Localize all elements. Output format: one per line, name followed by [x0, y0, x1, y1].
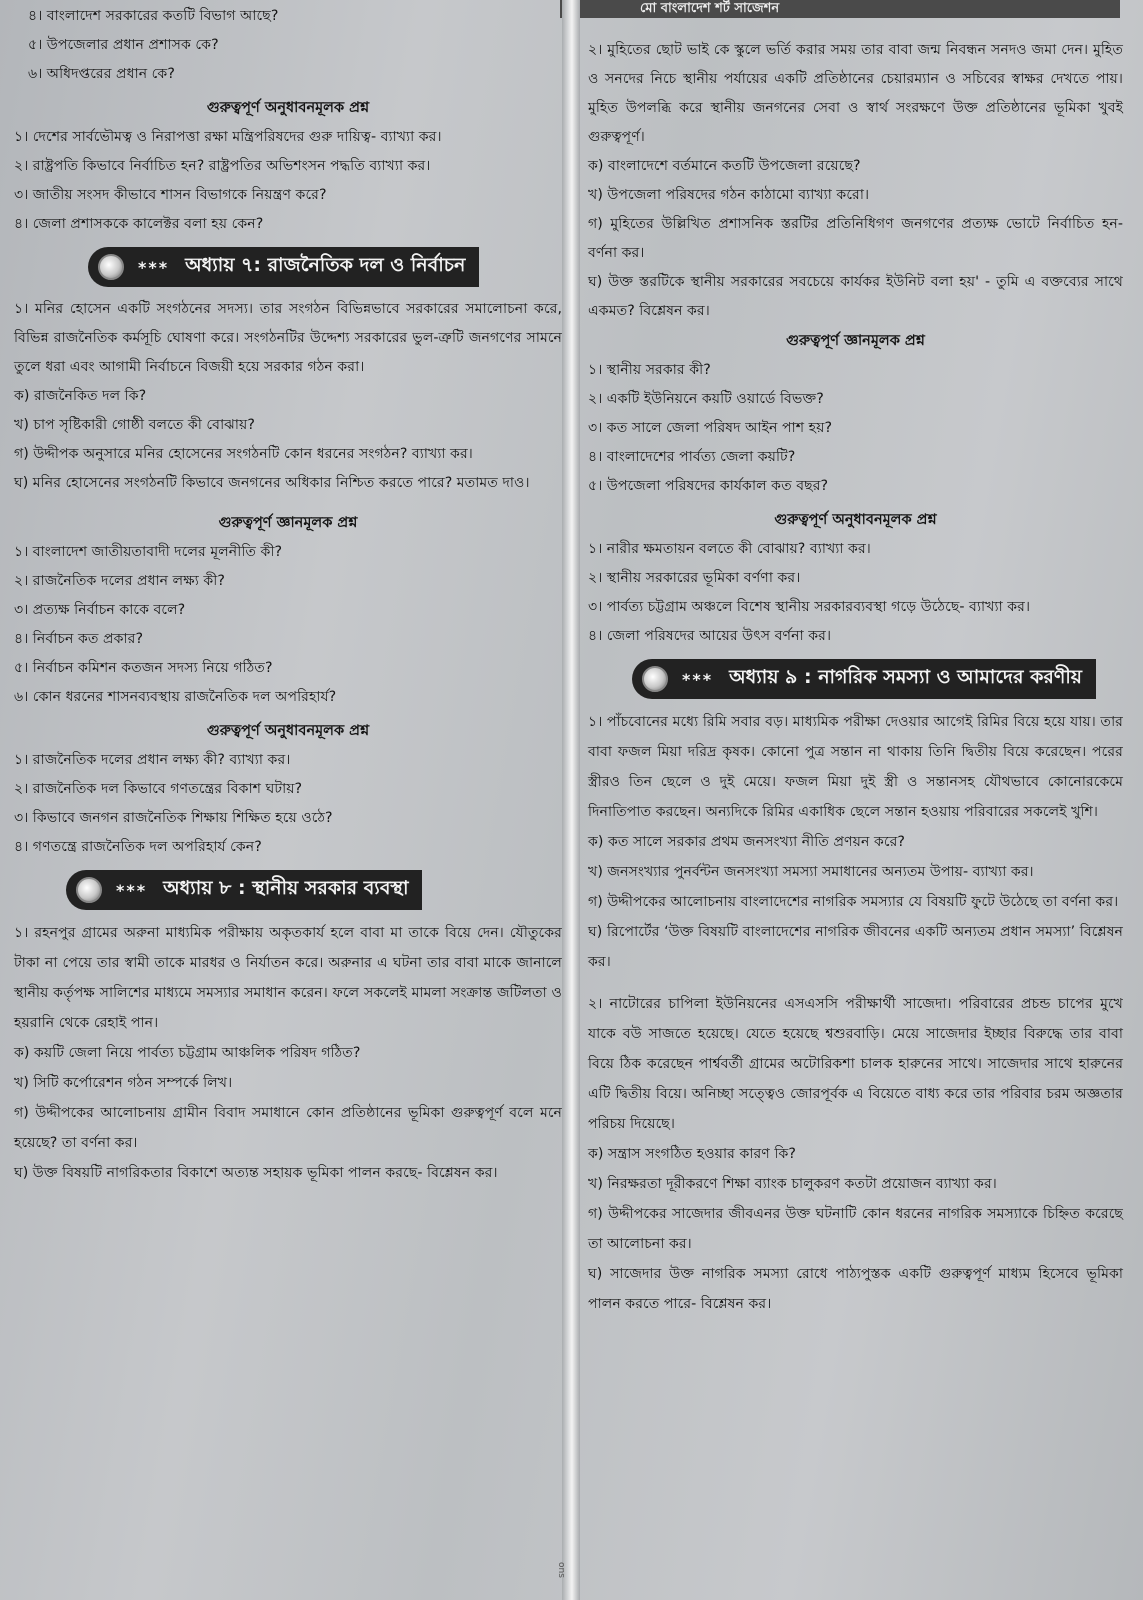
list-item: ৪। বাংলাদেশ সরকারের কতটি বিভাগ আছে? — [28, 8, 279, 24]
question-part: খ) সিটি কর্পোরেশন গঠন সম্পর্কে লিখ। — [14, 1075, 233, 1091]
list-item: ৩। জাতীয় সংসদ কীভাবে শাসন বিভাগকে নিয়ন্ত্রণ করে? — [14, 187, 327, 203]
list-item: ১। স্থানীয় সরকার কী? — [588, 362, 711, 378]
list-item: ২। স্থানীয় সরকারের ভূমিকা বর্ণণা কর। — [588, 570, 801, 586]
list-item: ২। রাষ্ট্রপতি কিভাবে নির্বাচিত হন? রাষ্ট্রপতির অভিশংসন পদ্ধতি ব্যাখ্যা কর। — [14, 158, 431, 174]
spacer — [588, 977, 1123, 989]
list-item: ৪। গণতন্ত্রে রাজনৈতিক দল অপরিহার্য কেন? — [14, 839, 262, 855]
question-part: গ) উদ্দীপক অনুসারে মনির হোসেনের সংগঠনটি কোন ধরনের সংগঠন? ব্যাখ্যা কর। — [14, 446, 473, 462]
list-item: ৪। বাংলাদেশের পার্বত্য জেলা কয়টি? — [588, 449, 796, 465]
bullet-circle-icon — [98, 254, 124, 280]
chapter-7-banner — [88, 247, 479, 287]
list-item: ১। রাজনৈতিক দলের প্রধান লক্ষ্য কী? ব্যাখ্যা কর। — [14, 752, 291, 768]
list-item: ৬। কোন ধরনের শাসনব্যবস্থায় রাজনৈতিক দল অপরিহার্য? — [14, 689, 337, 705]
stem-paragraph: ২। নাটোরের চাপিলা ইউনিয়নের এসএসসি পরীক্ষার্থী সাজেদা। পরিবারের প্রচন্ড চাপের মুখে যাকে বউ সাজতে হয়েছে। যেতে হয়েছে শ্বশুরবাড়ি। মেয়ে সাজেদার ইচ্ছার বিরুদ্ধে তার বাবা বিয়ে ঠিক করেছেন পার্শ্ববর্তী গ্রামের অটোরিকশা চালক হারুনের সাথে। সাজেদার সাথে হারুনের এটি দ্বিতীয় বিয়ে। অনিচ্ছা সত্ত্বেও জোরপূর্বক এ বিয়েতে বাধ্য করে তার পরিবার চরম অজ্ঞতার পরিচয় দিয়েছে। — [588, 996, 1123, 1132]
list-item: ৩। পার্বত্য চট্টগ্রাম অঞ্চলে বিশেষ স্থানীয় সরকারব্যবস্থা গড়ে উঠেছে- ব্যাখ্যা কর। — [588, 599, 1031, 615]
list-item: ৩। কিভাবে জনগন রাজনৈতিক শিক্ষায় শিক্ষিত হয়ে ওঠে? — [14, 810, 333, 826]
list-item: ২। একটি ইউনিয়নে কয়টি ওয়ার্ডে বিভক্ত? — [588, 391, 824, 407]
list-item: ২। রাজনৈতিক দলের প্রধান লক্ষ্য কী? — [14, 573, 225, 589]
section-subheading: গুরুত্বপূর্ণ অনুধাবনমূলক প্রশ্ন — [206, 723, 370, 739]
page-header: মো বাংলাদেশ শর্ট সাজেশন — [560, 0, 1120, 18]
list-item: ১। দেশের সার্বভৌমত্ব ও নিরাপত্তা রক্ষা মন্ত্রিপরিষদের গুরু দায়িত্ব- ব্যাখ্যা কর। — [14, 129, 442, 145]
question-part: ঘ) সাজেদার উক্ত নাগরিক সমস্যা রোধে পাঠ্যপুস্তক একটি গুরুত্বপূর্ণ মাধ্যম হিসেবে ভূমিকা পালন করতে পারে- বিশ্লেষন কর। — [588, 1266, 1123, 1312]
chapter-stars: *** — [682, 669, 714, 689]
list-item: ৪। জেলা প্রশাসককে কালেক্টর বলা হয় কেন? — [14, 216, 264, 232]
section-subheading: গুরুত্বপূর্ণ জ্ঞানমূলক প্রশ্ন — [786, 333, 925, 349]
section-subheading: গুরুত্বপূর্ণ জ্ঞানমূলক প্রশ্ন — [218, 515, 358, 531]
chapter-stars: *** — [138, 257, 170, 277]
bullet-circle-icon — [642, 666, 668, 692]
list-item: ৫। নির্বাচন কমিশন কতজন সদস্য নিয়ে গঠিত? — [14, 660, 273, 676]
question-part: ঘ) মনির হোসেনের সংগঠনটি কিভাবে জনগনের অধিকার নিশ্চিত করতে পারে? মতামত দাও। — [14, 475, 530, 491]
list-item: ৩। কত সালে জেলা পরিষদ আইন পাশ হয়? — [588, 420, 832, 436]
list-item: ১। নারীর ক্ষমতায়ন বলতে কী বোঝায়? ব্যাখ্যা কর। — [588, 541, 871, 557]
question-part: খ) নিরক্ষরতা দূরীকরণে শিক্ষা ব্যাংক চালুকরণ কতটা প্রয়োজন ব্যাখ্যা কর। — [588, 1176, 997, 1192]
section-subheading: গুরুত্বপূর্ণ অনুধাবনমূলক প্রশ্ন — [774, 512, 937, 528]
list-item: ৬। অধিদপ্তরের প্রধান কে? — [28, 66, 175, 82]
page-gutter — [562, 0, 580, 1600]
stem-paragraph: ২। মুহিতের ছোট ভাই কে স্কুলে ভর্তি করার সময় তার বাবা জন্ম নিবন্ধন সনদও জমা দেন। মুহিত ও সনদের নিচে স্থানীয় পর্যায়ের একটি প্রতিষ্ঠানের চেয়ারম্যান ও সচিবের স্বাক্ষর দেখতে পায়। মুহিত উপলব্ধি করে স্থানীয় জনগনের সেবা ও স্বার্থ সংরক্ষণে উক্ত প্রতিষ্ঠানের ভূমিকা খুবই গুরুত্বপূর্ণ। — [588, 42, 1123, 145]
right-column — [588, 36, 1123, 1319]
question-part: ক) কত সালে সরকার প্রথম জনসংখ্যা নীতি প্রণয়ন করে? — [588, 834, 905, 850]
stem-paragraph: ১। মনির হোসেন একটি সংগঠনের সদস্য। তার সংগঠন বিভিন্নভাবে সরকারের সমালোচনা করে, বিভিন্ন রাজনৈতিক কর্মসূচি ঘোষণা করে। সংগঠনটির উদ্দেশ্য সরকারের ভুল-ত্রুটি জনগণের সামনে তুলে ধরা এবং আগামী নির্বাচনে বিজয়ী হয়ে সরকার গঠন করা। — [14, 301, 562, 375]
question-part: গ) উদ্দীপকের সাজেদার জীবএনর উক্ত ঘটনাটি কোন ধরনের নাগরিক সমস্যাকে চিহ্নিত করেছে তা আলোচনা কর। — [588, 1206, 1123, 1252]
list-item: ২। রাজনৈতিক দল কিভাবে গণতন্ত্রের বিকাশ ঘটায়? — [14, 781, 303, 797]
question-part: ঘ) রিপোর্টের ‘উক্ত বিষয়টি বাংলাদেশের নাগরিক জীবনের একটি অন্যতম প্রধান সমস্যা’ বিশ্লেষন কর। — [588, 924, 1123, 970]
list-item: ৩। প্রত্যক্ষ নির্বাচন কাকে বলে? — [14, 602, 186, 618]
stem-paragraph: ১। পাঁচবোনের মধ্যে রিমি সবার বড়। মাধ্যমিক পরীক্ষা দেওয়ার আগেই রিমির বিয়ে হয়ে যায়। তার বাবা ফজল মিয়া দরিদ্র কৃষক। কোনো পুত্র সন্তান না থাকায় তিনি দ্বিতীয় বিয়ে করেছেন। পরের স্ত্রীরও তিন ছেলে ও দুই মেয়ে। ফজল মিয়া দুই স্ত্রী ও সন্তানসহ যৌথভাবে কোনোরকেমে দিনাতিপাত করছেন। অন্যদিকে রিমির একাধিক ছেলে সন্তান হওয়ায় পরিবারের সকলেই খুশি। — [588, 714, 1123, 820]
list-item: ৪। নির্বাচন কত প্রকার? — [14, 631, 144, 647]
left-column — [14, 2, 562, 1188]
chapter-title: অধ্যায় ৮ : স্থানীয় সরকার ব্যবস্থা — [163, 877, 409, 899]
list-item: ৫। উপজেলা পরিষদের কার্যকাল কত বছর? — [588, 478, 829, 494]
section-subheading: গুরুত্বপূর্ণ অনুধাবনমূলক প্রশ্ন — [206, 100, 370, 116]
question-part: খ) উপজেলা পরিষদের গঠন কাঠামো ব্যাখ্যা করো। — [588, 187, 870, 203]
question-part: ঘ) উক্ত স্তরটিকে স্থানীয় সরকারের সবচেয়ে কার্যকর ইউনিট বলা হয়' - তুমি এ বক্তব্যের সাথে একমত? বিশ্লেষন কর। — [588, 274, 1123, 319]
list-item: ১। বাংলাদেশ জাতীয়তাবাদী দলের মূলনীতি কী? — [14, 544, 283, 560]
chapter-9-banner — [632, 659, 1096, 699]
question-part: গ) মুহিতের উল্লিখিত প্রশাসনিক স্তরটির প্রতিনিধিগণ জনগণের প্রত্যক্ষ ভোটে নির্বাচিত হন- বর্ণনা কর। — [588, 216, 1123, 261]
question-part: ঘ) উক্ত বিষয়টি নাগরিকতার বিকাশে অত্যন্ত সহায়ক ভূমিকা পালন করছে- বিশ্লেষন কর। — [14, 1165, 498, 1181]
chapter-8-banner — [66, 870, 422, 910]
chapter-stars: *** — [116, 880, 148, 900]
list-item: ৪। জেলা পরিষদের আয়ের উৎস বর্ণনা কর। — [588, 628, 832, 644]
bullet-circle-icon — [76, 877, 102, 903]
gutter-text: ons — [556, 1562, 566, 1578]
question-part: গ) উদ্দীপকের আলোচনায় গ্রামীন বিবাদ সমাধানে কোন প্রতিষ্ঠানের ভূমিকা গুরুত্বপূর্ণ বলে মনে হয়েছে? তা বর্ণনা কর। — [14, 1105, 562, 1151]
question-part: ক) কয়টি জেলা নিয়ে পার্বত্য চট্টগ্রাম আঞ্চলিক পরিষদ গঠিত? — [14, 1045, 361, 1061]
question-part: ক) বাংলাদেশে বর্তমানে কতটি উপজেলা রয়েছে? — [588, 158, 861, 174]
question-part: খ) চাপ সৃষ্টিকারী গোষ্ঠী বলতে কী বোঝায়? — [14, 417, 255, 433]
question-part: গ) উদ্দীপকের আলোচনায় বাংলাদেশের নাগরিক সমস্যার যে বিষয়টি ফুটে উঠেছে তা বর্ণনা কর। — [588, 894, 1119, 910]
chapter-title: অধ্যায় ৯ : নাগরিক সমস্যা ও আমাদের করণীয় — [729, 666, 1082, 688]
question-part: খ) জনসংখ্যার পুনর্বন্টন জনসংখ্যা সমস্যা সমাধানের অন্যতম উপায়- ব্যাখ্যা কর। — [588, 864, 1034, 880]
list-item: ৫। উপজেলার প্রধান প্রশাসক কে? — [28, 37, 219, 53]
question-part: ক) সন্ত্রাস সংগঠিত হওয়ার কারণ কি? — [588, 1146, 796, 1162]
stem-paragraph: ১। রহনপুর গ্রামের অরুনা মাধ্যমিক পরীক্ষায় অকৃতকার্য হলে বাবা মা তাকে বিয়ে দেন। যৌতুকের টাকা না পেয়ে তার স্বামী তাকে মারধর ও নির্যাতন করে। অরুনার এ ঘটনা তার বাবা মাকে জানালে স্থানীয় কর্তৃপক্ষ সালিশের মাধ্যমে সমস্যার সমাধান করেন। ফলে সকলেই মামলা সংক্রান্ত জটিলতা ও হয়রানি থেকে রেহাই পান। — [14, 925, 562, 1031]
question-part: ক) রাজনৈকিত দল কি? — [14, 388, 147, 404]
chapter-title: অধ্যায় ৭: রাজনৈতিক দল ও নির্বাচন — [185, 254, 466, 276]
